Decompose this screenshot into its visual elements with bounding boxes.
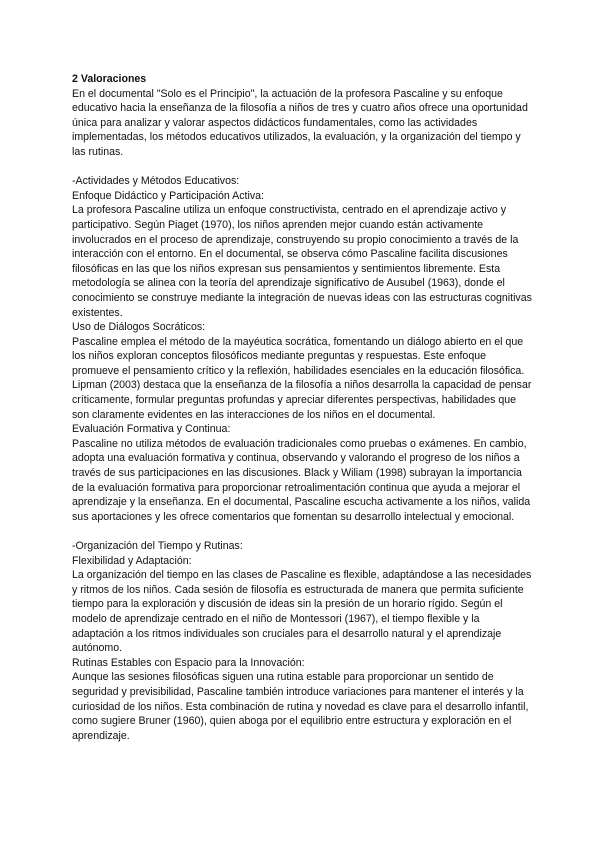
part1-sub3-title: Evaluación Formativa y Continua: (72, 423, 231, 436)
part2-title: -Organización del Tiempo y Rutinas: (72, 540, 243, 552)
section-title: 2 Valoraciones (72, 73, 147, 85)
part2-sub2-body: Aunque las sesiones filosóficas siguen una rutina estable para proporcionar un sentido de seguridad y previsibilidad, Pascaline también introduce variaciones para mantener el interés y la curiosidad de los niños. Esta combinación de rutina y novedad es clave para el desarrollo infantil, como sugiere Bruner (1960), quien aboga por el equilibrio entre estructura y exploración en el aprendizaje. (72, 671, 529, 742)
part2-sub1-title: Flexibilidad y Adaptación: (72, 554, 192, 567)
part1-sub1-body: La profesora Pascaline utiliza un enfoque constructivista, centrado en el aprendizaje activo y participativo. Según Piaget (1970), los niños aprenden mejor cuando están activamente involucrados en el proceso de aprendizaje, construyendo su propio conocimiento a través de la interacción con el entorno. En el documental, se observa cómo Pascaline facilita discusiones filosóficas en las que los niños expresan sus pensamientos y sentimientos libremente. Esta metodología se alinea con la teoría del aprendizaje significativo de Ausubel (1963), donde el conocimiento se construye mediante la integración de nuevas ideas con las estructuras cognitivas existentes. (72, 204, 532, 319)
part1-sub2-title: Uso de Diálogos Socráticos: (72, 321, 206, 334)
part1-sub3-body: Pascaline no utiliza métodos de evaluación tradicionales como pruebas o exámenes. En cambio, adopta una evaluación formativa y continua, observando y valorando el progreso de los niños a través de sus participaciones en las discusiones. Black y Wiliam (1998) subrayan la importancia de la evaluación formativa para proporcionar retroalimentación continua que ayuda a mejorar el aprendizaje y la enseñanza. En el documental, Pascaline escucha activamente a los niños, valida sus aportaciones y les ofrece comentarios que fomentan su desarrollo intelectual y emocional. (72, 437, 531, 523)
part2-sub2-title: Rutinas Estables con Espacio para la Innovación: (72, 656, 305, 669)
part1-sub1-title: Enfoque Didáctico y Participación Activa: (72, 189, 264, 202)
spacer (72, 524, 532, 539)
intro-paragraph: En el documental "Solo es el Principio", la actuación de la profesora Pascaline y su enfoque educativo hacia la enseñanza de la filosofía a niños de tres y cuatro años ofrece una oportunidad única para analizar y valorar aspectos didácticos fundamentales, como las actividades implementadas, los métodos educativos utilizados, la evaluación, y la organización del tiempo y las rutinas. (72, 87, 528, 158)
part1-sub2-body: Pascaline emplea el método de la mayéutica socrática, fomentando un diálogo abierto en el que los niños exploran conceptos filosóficos mediante preguntas y respuestas. Este enfoque promueve el pensamiento crítico y la reflexión, habilidades esenciales en la educación filosófica. Lipman (2003) destaca que la enseñanza de la filosofía a niños desarrolla la capacidad de pensar críticamente, formular preguntas profundas y apreciar diferentes perspectivas, habilidades que son claramente evidentes en las interacciones de los niños en el documental. (72, 335, 532, 421)
spacer (72, 160, 532, 175)
part2-sub1-body: La organización del tiempo en las clases de Pascaline es flexible, adaptándose a las necesidades y ritmos de los niños. Cada sesión de filosofía es estructurada de manera que permita suficiente tiempo para la exploración y discusión de ideas sin la presión de un horario rígido. Según el modelo de aprendizaje centrado en el niño de Montessori (1967), el tiempo flexible y la adaptación a los ritmos individuales son cruciales para el desarrollo natural y el aprendizaje autónomo. (72, 569, 532, 655)
part1-title: -Actividades y Métodos Educativos: (72, 175, 240, 188)
